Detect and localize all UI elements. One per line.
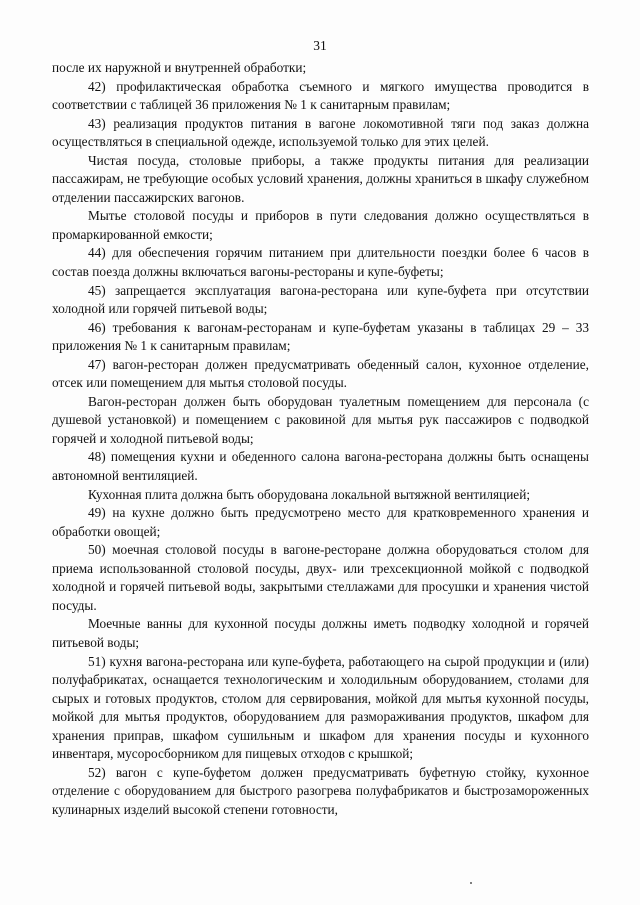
paragraph-item-42: 42) профилактическая обработка съемного и мягкого имущества проводится в соответствии с таблицей 36 приложения № 1 к санитарным правилам; — [52, 78, 589, 113]
paragraph-restaurant-toilet: Вагон-ресторан должен быть оборудован туалетным помещением для персонала (с душевой установкой) и помещением с раковиной для мытья рук пассажиров с подводкой горячей и холодной питьевой воды; — [52, 393, 589, 446]
paragraph-item-49: 49) на кухне должно быть предусмотрено место для кратковременного хранения и обработки овощей; — [52, 505, 589, 539]
scan-speck — [470, 882, 472, 884]
paragraph-washing: Мытье столовой посуды и приборов в пути следования должно осуществляться в промаркированной емкости; — [52, 208, 589, 242]
paragraph-item-45: 45) запрещается эксплуатация вагона-ресторана или купе-буфета при отсутствии холодной или горячей питьевой воды; — [52, 282, 589, 317]
paragraph-item-51: 51) кухня вагона-ресторана или купе-буфета, работающего на сырой продукции и (или) полуфабрикатах, оснащается технологическим и холодильным оборудованием, столами для сырых и готовых продуктов, столом для сервирования, мойкой для мытья кухонной посуды, мойкой для мытья продуктов, оборудованием для размораживания продуктов, шкафом для хранения приправ, шкафом сушильным и шкафом для хранения посуды и кухонного инвентаря, мусоросборником для пищевых отходов с крышкой; — [52, 653, 589, 762]
paragraph-item-46: 46) требования к вагонам-ресторанам и купе-буфетам указаны в таблицах 29 – 33 приложения № 1 к санитарным правилам; — [52, 319, 589, 354]
paragraph-item-44: 44) для обеспечения горячим питанием при длительности поездки более 6 часов в состав поезда должны включаться вагоны-рестораны и купе-буфеты; — [52, 245, 589, 280]
paragraph-item-47: 47) вагон-ресторан должен предусматривать обеденный салон, кухонное отделение, отсек или помещением для мытья столовой посуды. — [52, 356, 589, 391]
paragraph-item-43: 43) реализация продуктов питания в вагоне локомотивной тяги под заказ должна осуществляться в специальной одежде, используемой только для этих целей. — [52, 115, 589, 150]
paragraph-kitchen-baths: Моечные ванны для кухонной посуды должны иметь подводку холодной и горячей питьевой воды; — [52, 616, 589, 650]
paragraph-item-50: 50) моечная столовой посуды в вагоне-ресторане должна оборудоваться столом для приема использованной столовой посуды, двух- или трехсекционной мойкой с подводкой холодной и горячей питьевой воды, закрытыми стеллажами для просушки и хранения чистой посуды. — [52, 542, 589, 613]
paragraph-continuation: после их наружной и внутренней обработки; — [52, 60, 307, 75]
paragraph-item-48: 48) помещения кухни и обеденного салона вагона-ресторана должны быть оснащены автономной вентиляцией. — [52, 449, 589, 484]
paragraph-item-52: 52) вагон с купе-буфетом должен предусматривать буфетную стойку, кухонное отделение с оборудованием для быстрого разогрева полуфабрикатов и быстрозамороженных кулинарных изделий высокой степени готовности, — [52, 764, 589, 817]
paragraph-clean-dishes: Чистая посуда, столовые приборы, а также продукты питания для реализации пассажирам, не требующие особых условий хранения, должны храниться в шкафу служебном отделении пассажирских вагонов. — [52, 152, 589, 205]
paragraph-stove: Кухонная плита должна быть оборудована локальной вытяжной вентиляцией; — [88, 486, 531, 502]
document-body — [52, 59, 589, 819]
page-number: 31 — [313, 38, 327, 53]
